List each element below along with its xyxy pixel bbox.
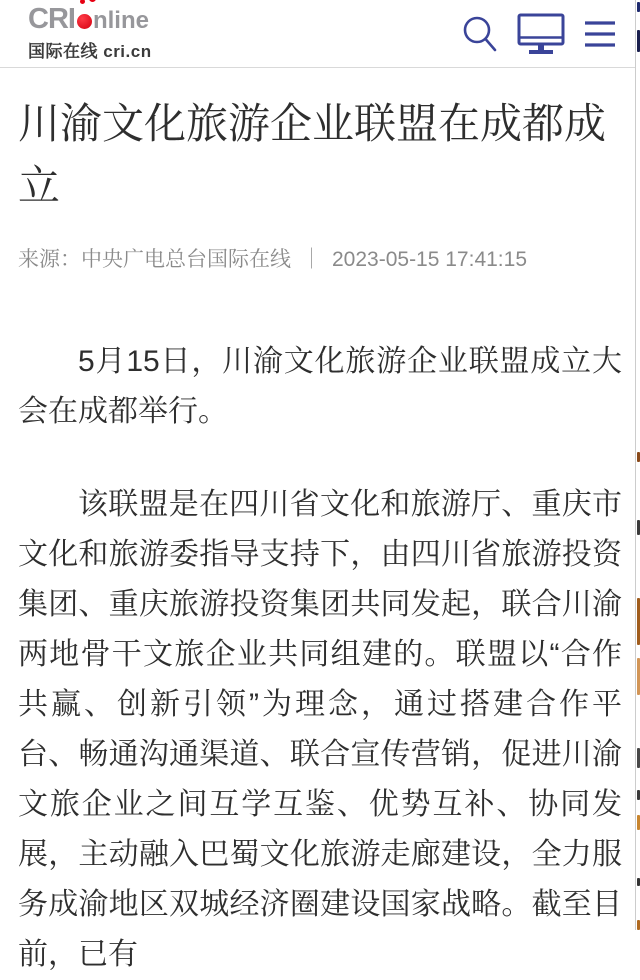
publish-datetime: 2023-05-15 17:41:15	[332, 248, 527, 271]
source-label: 来源：	[18, 248, 81, 271]
meta-separator: ｜	[301, 248, 322, 271]
site-logo[interactable]	[28, 5, 152, 62]
source-name: 中央广电总台国际在线	[81, 248, 291, 271]
menu-icon	[584, 19, 616, 49]
logo-cri-text: CRI	[28, 3, 75, 35]
pc-monitor-icon	[517, 13, 565, 54]
paragraph: 5月15日，川渝文化旅游企业联盟成立大会在成都举行。	[18, 345, 622, 428]
logo-nline-text: nline	[92, 7, 149, 34]
pc-version-button[interactable]	[517, 13, 565, 54]
header-actions	[461, 13, 616, 54]
search-icon	[461, 15, 498, 53]
article-body	[18, 337, 622, 980]
logo-red-dot-icon	[77, 14, 92, 29]
paragraph: 该联盟是在四川省文化和旅游厅、重庆市文化和旅游委指导支持下，由四川省旅游投资集团、重庆旅游投资集团共同发起，联合川渝两地骨干文旅企业共同组建的。联盟以“合作共赢、创新引领”为理念，通过搭建合作平台、畅通沟通渠道、联合宣传营销，促进川渝文旅企业之间互学互鉴、优势互补、协同发展，主动融入巴蜀文化旅游走廊建设，全力服务成渝地区双城经济圈建设国家战略。截至目前，已有	[18, 488, 622, 971]
logo-subtitle-cn: 国际在线	[28, 42, 98, 61]
logo-subtitle-domain: cri.cn	[103, 42, 152, 61]
article-meta	[18, 247, 622, 273]
page-edge-strip	[635, 0, 640, 930]
logo-subtitle	[28, 37, 152, 62]
search-button[interactable]	[461, 15, 498, 53]
logo-cri-online	[28, 5, 152, 34]
header	[0, 0, 640, 68]
page-title: 川渝文化旅游企业联盟在成都成立	[18, 100, 607, 209]
menu-button[interactable]	[584, 19, 616, 49]
article	[0, 93, 640, 980]
